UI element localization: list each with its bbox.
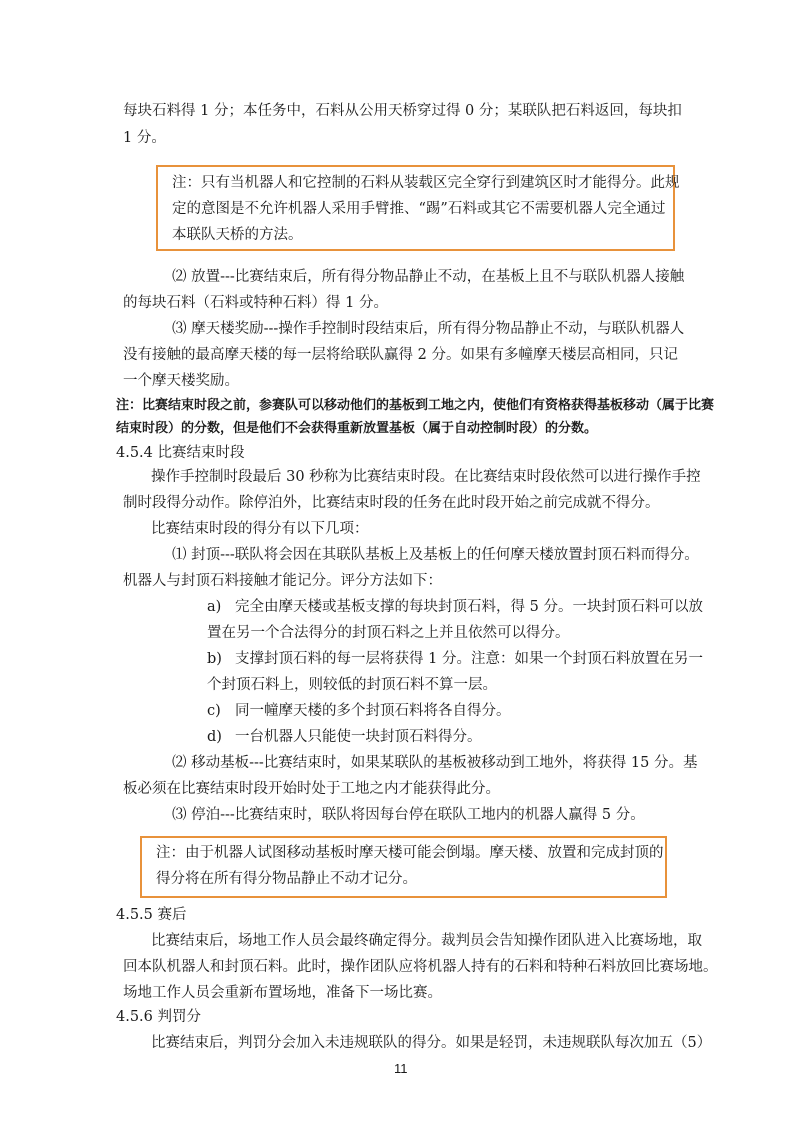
rule-a-line-2: 置在另一个合法得分的封顶石料之上并且依然可以得分。 xyxy=(207,625,570,641)
s454-p1-line-2: 制时段得分动作。除停泊外，比赛结束时段的任务在此时段开始之前完成就不得分。 xyxy=(123,495,660,511)
s455-line-1: 比赛结束后，场地工作人员会最终确定得分。裁判员会告知操作团队进入比赛场地，取 xyxy=(151,933,702,949)
s454-item3-line-1: ⑶ 停泊---比赛结束时，联队将因每台停在联队工地内的机器人赢得 5 分。 xyxy=(172,807,645,823)
item2-line-1: ⑵ 放置---比赛结束后，所有得分物品静止不动，在基板上且不与联队机器人接触 xyxy=(172,269,685,285)
intro-line-2: 1 分。 xyxy=(123,130,166,146)
bold-note-line-2: 结束时段）的分数，但是他们不会获得重新放置基板（属于自动控制时段）的分数。 xyxy=(116,421,598,436)
s454-item2-line-2: 板必须在比赛结束时段开始时处于工地之内才能获得此分。 xyxy=(123,781,500,797)
s454-item2-line-1: ⑵ 移动基板---比赛结束时，如果某联队的基板被移动到工地外，将获得 15 分。基 xyxy=(172,755,698,771)
rule-d-line-1: 一台机器人只能使一块封顶石料得分。 xyxy=(235,729,482,745)
rule-a-line-1: 完全由摩天楼或基板支撑的每块封顶石料，得 5 分。一块封顶石料可以放 xyxy=(235,599,703,615)
note1-line-1: 注：只有当机器人和它控制的石料从装载区完全穿行到建筑区时才能得分。此规 xyxy=(172,175,680,191)
s456-line-1: 比赛结束后，判罚分会加入未违规联队的得分。如果是轻罚，未违规联队每次加五（5） xyxy=(151,1035,712,1051)
s454-item1-line-2: 机器人与封顶石料接触才能记分。评分方法如下： xyxy=(123,573,442,589)
s454-item1-line-1: ⑴ 封顶---联队将会因在其联队基板上及基板上的任何摩天楼放置封顶石料而得分。 xyxy=(172,547,699,563)
note1-line-3: 本联队天桥的方法。 xyxy=(172,227,303,243)
rule-a-label: a) xyxy=(207,599,222,615)
section-4-5-4-heading: 4.5.4 比赛结束时段 xyxy=(116,445,245,461)
intro-line-1: 每块石料得 1 分；本任务中，石料从公用天桥穿过得 0 分；某联队把石料返回，每块扣 xyxy=(123,103,682,119)
s455-line-2: 回本队机器人和封顶石料。此时，操作团队应将机器人持有的石料和特种石料放回比赛场地。 xyxy=(123,959,718,975)
rule-c-line-1: 同一幢摩天楼的多个封顶石料将各自得分。 xyxy=(235,703,511,719)
note2-line-2: 得分将在所有得分物品静止不动才记分。 xyxy=(156,871,417,887)
bold-note-line-1: 注：比赛结束时段之前，参赛队可以移动他们的基板到工地之内，使他们有资格获得基板移动（属于比赛 xyxy=(116,398,715,413)
s454-p2: 比赛结束时段的得分有以下几项： xyxy=(151,521,369,537)
rule-b-label: b) xyxy=(207,651,222,667)
page-number: 11 xyxy=(394,1061,408,1076)
rule-b-line-2: 个封顶石料上，则较低的封顶石料不算一层。 xyxy=(207,677,497,693)
rule-b-line-1: 支撑封顶石料的每一层将获得 1 分。注意：如果一个封顶石料放置在另一 xyxy=(235,651,703,667)
s454-p1-line-1: 操作手控制时段最后 30 秒称为比赛结束时段。在比赛结束时段依然可以进行操作手控 xyxy=(151,469,701,485)
item3-line-1: ⑶ 摩天楼奖励---操作手控制时段结束后，所有得分物品静止不动，与联队机器人 xyxy=(172,321,685,337)
s455-line-3: 场地工作人员会重新布置场地，准备下一场比赛。 xyxy=(123,985,442,1001)
rule-d-label: d) xyxy=(207,729,222,745)
item3-line-3: 一个摩天楼奖励。 xyxy=(123,373,239,389)
item3-line-2: 没有接触的最高摩天楼的每一层将给联队赢得 2 分。如果有多幢摩天楼层高相同，只记 xyxy=(123,347,678,363)
section-4-5-6-heading: 4.5.6 判罚分 xyxy=(116,1009,202,1025)
section-4-5-5-heading: 4.5.5 赛后 xyxy=(116,907,187,923)
note1-line-2: 定的意图是不允许机器人采用手臂推、“踢”石料或其它不需要机器人完全通过 xyxy=(172,201,666,217)
note2-line-1: 注：由于机器人试图移动基板时摩天楼可能会倒塌。摩天楼、放置和完成封顶的 xyxy=(156,845,664,861)
item2-line-2: 的每块石料（石料或特种石料）得 1 分。 xyxy=(123,295,388,311)
rule-c-label: c) xyxy=(207,703,221,719)
